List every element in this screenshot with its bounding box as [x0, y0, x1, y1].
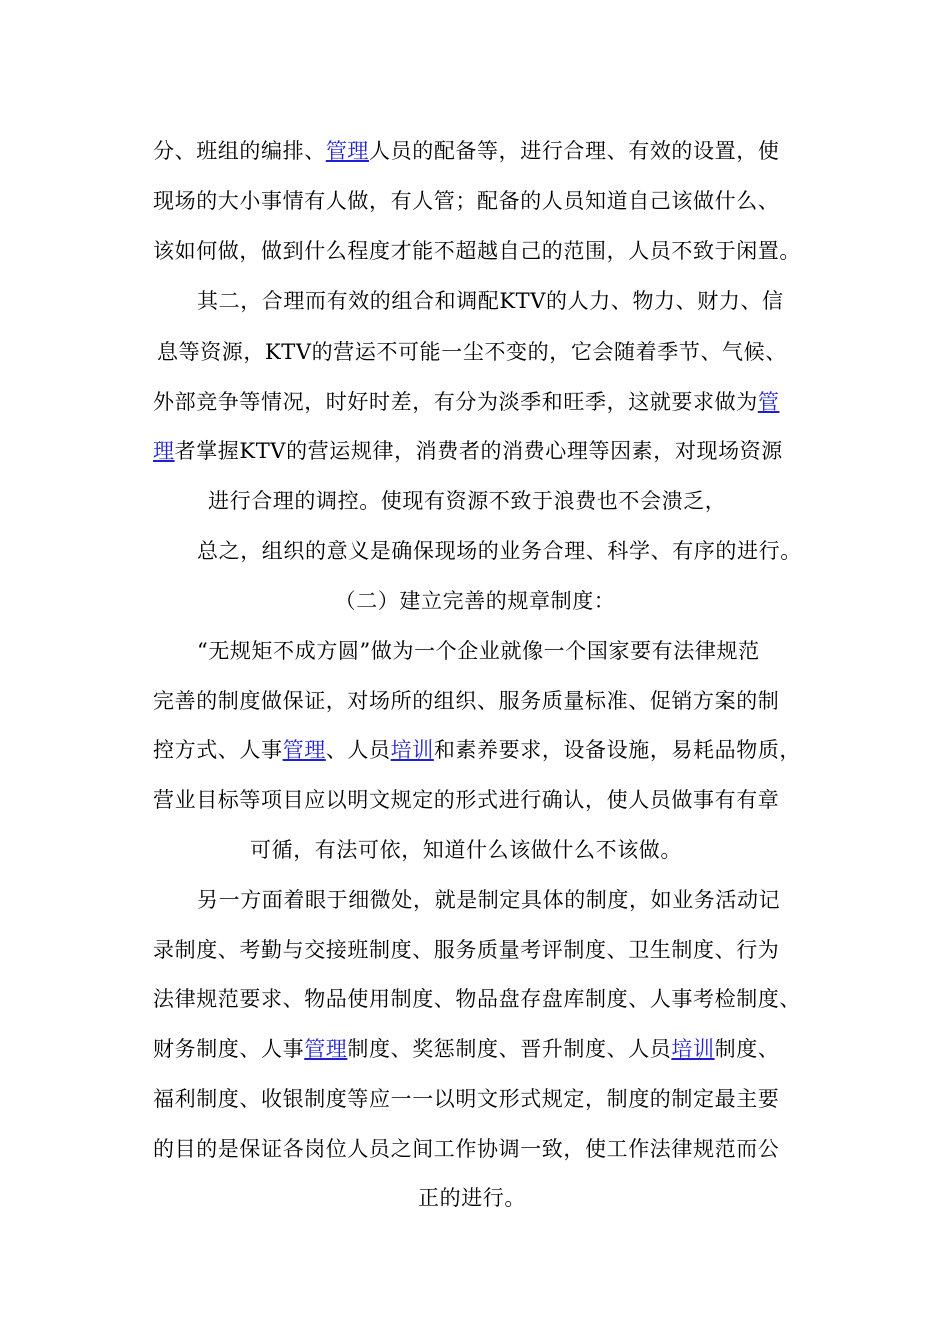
- keyword-link[interactable]: 理: [153, 439, 175, 463]
- text-run: 制度、奖惩制度、晋升制度、人员: [347, 1037, 672, 1061]
- text-line: [153, 1136, 779, 1162]
- text-line: [153, 188, 779, 214]
- text-run: 现场的大小事情有人做，有人管；配备的人员知道自己该做什么、: [153, 189, 780, 213]
- keyword-link[interactable]: 培训: [671, 1037, 715, 1061]
- text-line: [197, 638, 760, 664]
- text-run: 另一方面着眼于细微处，就是制定具体的制度，如业务活动记: [197, 888, 781, 912]
- text-run: 外部竞争等情况，时好时差，有分为淡季和旺季，这就要求做为: [153, 390, 758, 414]
- text-line: [153, 138, 779, 164]
- keyword-link[interactable]: 管: [757, 390, 780, 414]
- text-line: [197, 887, 780, 913]
- text-line: [153, 737, 801, 763]
- text-run: 、人员: [325, 738, 391, 762]
- text-run: “无规矩不成方圆”做为一个企业就像一个国家要有法律规范: [197, 639, 760, 663]
- keyword-link[interactable]: 管理: [325, 139, 370, 163]
- text-run: 福利制度、收银制度等应一一以明文形式规定，制度的制定最主要: [153, 1087, 780, 1111]
- text-run: 人员的配备等，进行合理、有效的设置，使: [369, 139, 780, 163]
- text-run: 制度、: [714, 1037, 780, 1061]
- text-run: 录制度、考勤与交接班制度、服务质量考评制度、卫生制度、行为: [153, 938, 780, 962]
- text-line: [153, 787, 779, 813]
- text-run: 该如何做，做到什么程度才能不超越自己的范围，人员不致于闲置。: [153, 239, 801, 263]
- text-line: [208, 488, 726, 514]
- text-line: [197, 288, 784, 314]
- keyword-link[interactable]: 管理: [304, 1037, 348, 1061]
- text-run: 可循，有法可依，知道什么该做什么不该做。: [250, 838, 682, 862]
- text-line: [153, 1036, 779, 1062]
- text-line: [153, 389, 779, 415]
- text-run: 的目的是保证各岗位人员之间工作协调一致，使工作法律规范而公: [153, 1137, 780, 1161]
- text-line: [157, 339, 787, 365]
- section-heading: [0, 588, 950, 614]
- text-run: 和素养要求，设备设施，易耗品物质，: [433, 738, 802, 762]
- text-line: [153, 937, 779, 963]
- keyword-link[interactable]: 管理: [282, 738, 326, 762]
- text-run: 者掌握KTV的营运规律，消费者的消费心理等因素，对现场资源: [174, 439, 783, 463]
- text-run: （二）建立完善的规章制度：: [334, 589, 616, 613]
- text-run: 完善的制度做保证，对场所的组织、服务质量标准、促销方案的制: [153, 689, 780, 713]
- keyword-link[interactable]: 培训: [390, 738, 434, 762]
- text-run: 其二，合理而有效的组合和调配KTV的人力、物力、财力、信: [197, 289, 784, 313]
- text-run: 营业目标等项目应以明文规定的形式进行确认，使人员做事有有章: [153, 788, 780, 812]
- text-run: 总之，组织的意义是确保现场的业务合理、科学、有序的进行。: [197, 539, 802, 563]
- text-run: 法律规范要求、物品使用制度、物品盘存盘库制度、人事考检制度、: [153, 987, 801, 1011]
- text-run: 财务制度、人事: [153, 1037, 305, 1061]
- text-line: [153, 688, 779, 714]
- text-run: 进行合理的调控。使现有资源不致于浪费也不会溃乏，: [208, 489, 727, 513]
- text-line: [153, 238, 801, 264]
- text-line: [153, 438, 783, 464]
- text-line: [153, 986, 801, 1012]
- text-run: 分、班组的编排、: [153, 139, 326, 163]
- text-run: 正的进行。: [418, 1186, 526, 1210]
- text-run: 控方式、人事: [153, 738, 283, 762]
- text-line: [197, 538, 802, 564]
- text-line: [418, 1185, 526, 1211]
- text-line: [153, 1086, 779, 1112]
- text-line: [250, 837, 682, 863]
- text-run: 息等资源，KTV的营运不可能一尘不变的，它会随着季节、气候、: [157, 340, 787, 364]
